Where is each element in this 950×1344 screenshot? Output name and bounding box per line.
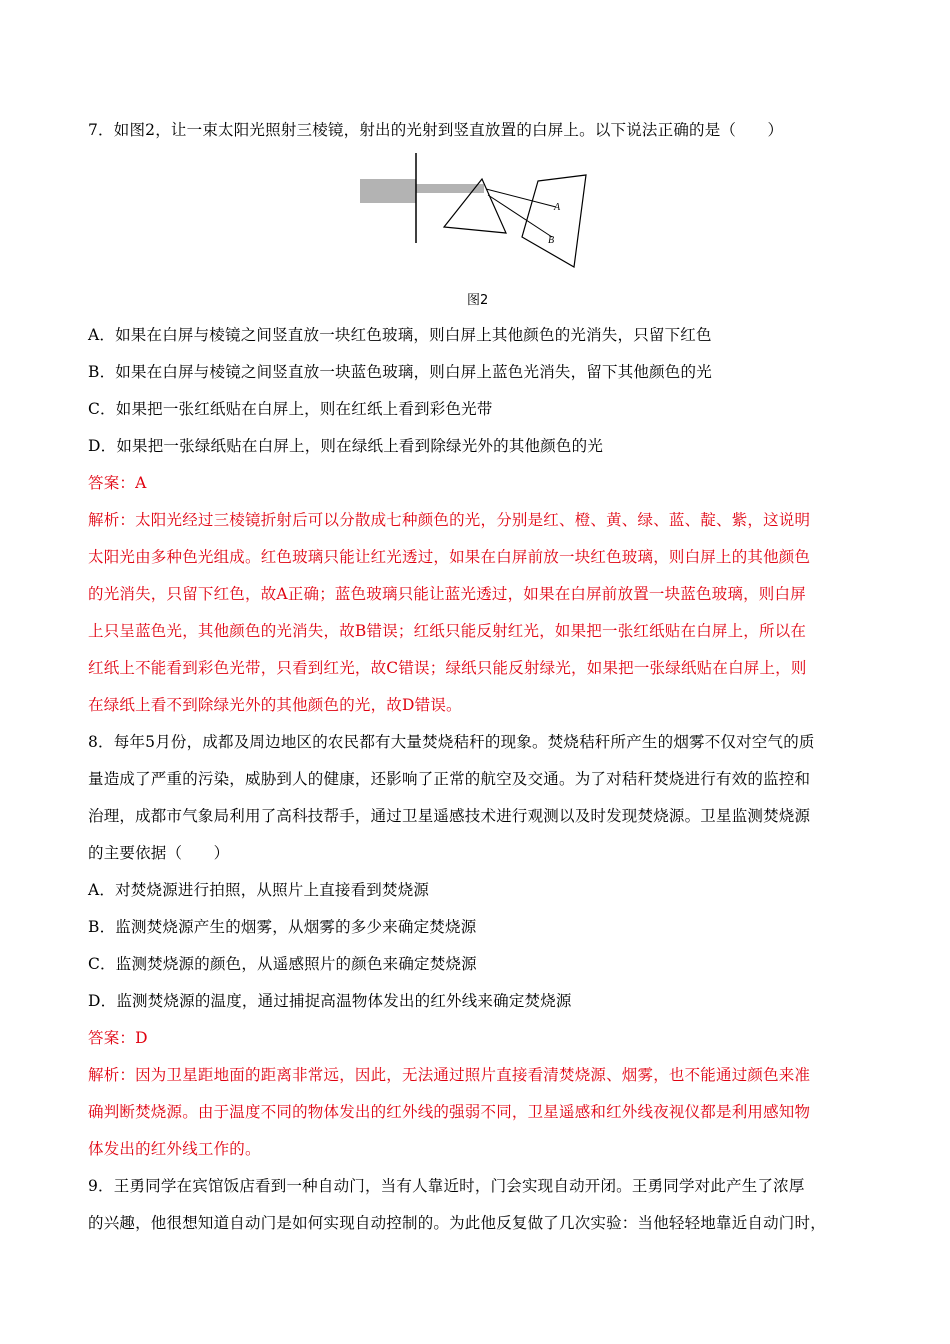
q7-figure-prism — [88, 149, 868, 317]
q7-analysis-line: 的光消失，只留下红色，故A正确；蓝色玻璃只能让蓝光透过，如果在白屏前放置一块蓝色玻璃，则白屏 — [88, 585, 806, 603]
sunlight-beam — [360, 179, 416, 203]
label-b: B — [548, 235, 555, 246]
q9-stem-line: 的兴趣，他很想知道自动门是如何实现自动控制的。为此他反复做了几次实验：当他轻轻地靠近自动门时， — [88, 1214, 826, 1232]
white-screen — [522, 175, 586, 267]
q8-stem-line: 量造成了严重的污染，威胁到人的健康，还影响了正常的航空及交通。为了对秸秆焚烧进行有效的监控和 — [88, 770, 811, 788]
q7-analysis-line: 在绿纸上看不到除绿光外的其他颜色的光，故D错误。 — [88, 696, 462, 714]
q7-analysis-line: 上只呈蓝色光，其他颜色的光消失，故B错误；红纸只能反射红光，如果把一张红纸贴在白屏上，所以在 — [88, 622, 807, 640]
q7-option-c: C．如果把一张红纸贴在白屏上，则在红纸上看到彩色光带 — [88, 400, 493, 418]
q8-analysis-line: 体发出的红外线工作的。 — [88, 1140, 261, 1158]
label-a: A — [554, 202, 561, 213]
q8-analysis-line: 确判断焚烧源。由于温度不同的物体发出的红外线的强弱不同，卫星遥感和红外线夜视仪都是利用感知物 — [88, 1103, 811, 1121]
q7-analysis-line: 太阳光由多种色光组成。红色玻璃只能让红光透过，如果在白屏前放一块红色玻璃，则白屏上的其他颜色 — [88, 548, 811, 566]
q7-answer: 答案：A — [88, 474, 147, 492]
q7-stem: 7．如图2，让一束太阳光照射三棱镜，射出的光射到竖直放置的白屏上。以下说法正确的是（ ） — [88, 121, 784, 139]
q8-stem-line: 的主要依据（ ） — [88, 844, 230, 862]
q8-option-b: B．监测焚烧源产生的烟雾，从烟雾的多少来确定焚烧源 — [88, 918, 477, 936]
prism-diagram — [358, 153, 598, 289]
q8-option-a: A．对焚烧源进行拍照，从照片上直接看到焚烧源 — [88, 881, 430, 899]
q7-option-a: A．如果在白屏与棱镜之间竖直放一块红色玻璃，则白屏上其他颜色的光消失，只留下红色 — [88, 326, 712, 344]
q8-answer: 答案：D — [88, 1029, 148, 1047]
q8-stem-line: 8．每年5月份，成都及周边地区的农民都有大量焚烧秸秆的现象。焚烧秸秆所产生的烟雾不仅对空气的质 — [88, 733, 815, 751]
q7-analysis-line: 解析：太阳光经过三棱镜折射后可以分散成七种颜色的光，分别是红、橙、黄、绿、蓝、靛、紫，这说明 — [88, 511, 811, 529]
ray-b — [488, 195, 552, 237]
q8-option-c: C．监测焚烧源的颜色，从遥感照片的颜色来确定焚烧源 — [88, 955, 477, 973]
q9-stem-line: 9．王勇同学在宾馆饭店看到一种自动门，当有人靠近时，门会实现自动开闭。王勇同学对此产生了浓厚 — [88, 1177, 805, 1195]
ray-a — [486, 189, 556, 207]
q8-stem-line: 治理，成都市气象局利用了高科技帮手，通过卫星遥感技术进行观测以及时发现焚烧源。卫星监测焚烧源 — [88, 807, 811, 825]
q7-analysis-line: 红纸上不能看到彩色光带，只看到红光，故C错误；绿纸只能反射绿光，如果把一张绿纸贴在白屏上，则 — [88, 659, 807, 677]
q7-option-b: B．如果在白屏与棱镜之间竖直放一块蓝色玻璃，则白屏上蓝色光消失，留下其他颜色的光 — [88, 363, 712, 381]
q8-option-d: D．监测焚烧源的温度，通过捕捉高温物体发出的红外线来确定焚烧源 — [88, 992, 572, 1010]
figure-caption: 图2 — [467, 293, 489, 308]
q8-analysis-line: 解析：因为卫星距地面的距离非常远，因此，无法通过照片直接看清焚烧源、烟雾，也不能通过颜色来准 — [88, 1066, 811, 1084]
q7-option-d: D．如果把一张绿纸贴在白屏上，则在绿纸上看到除绿光外的其他颜色的光 — [88, 437, 604, 455]
document-page — [88, 112, 868, 1242]
